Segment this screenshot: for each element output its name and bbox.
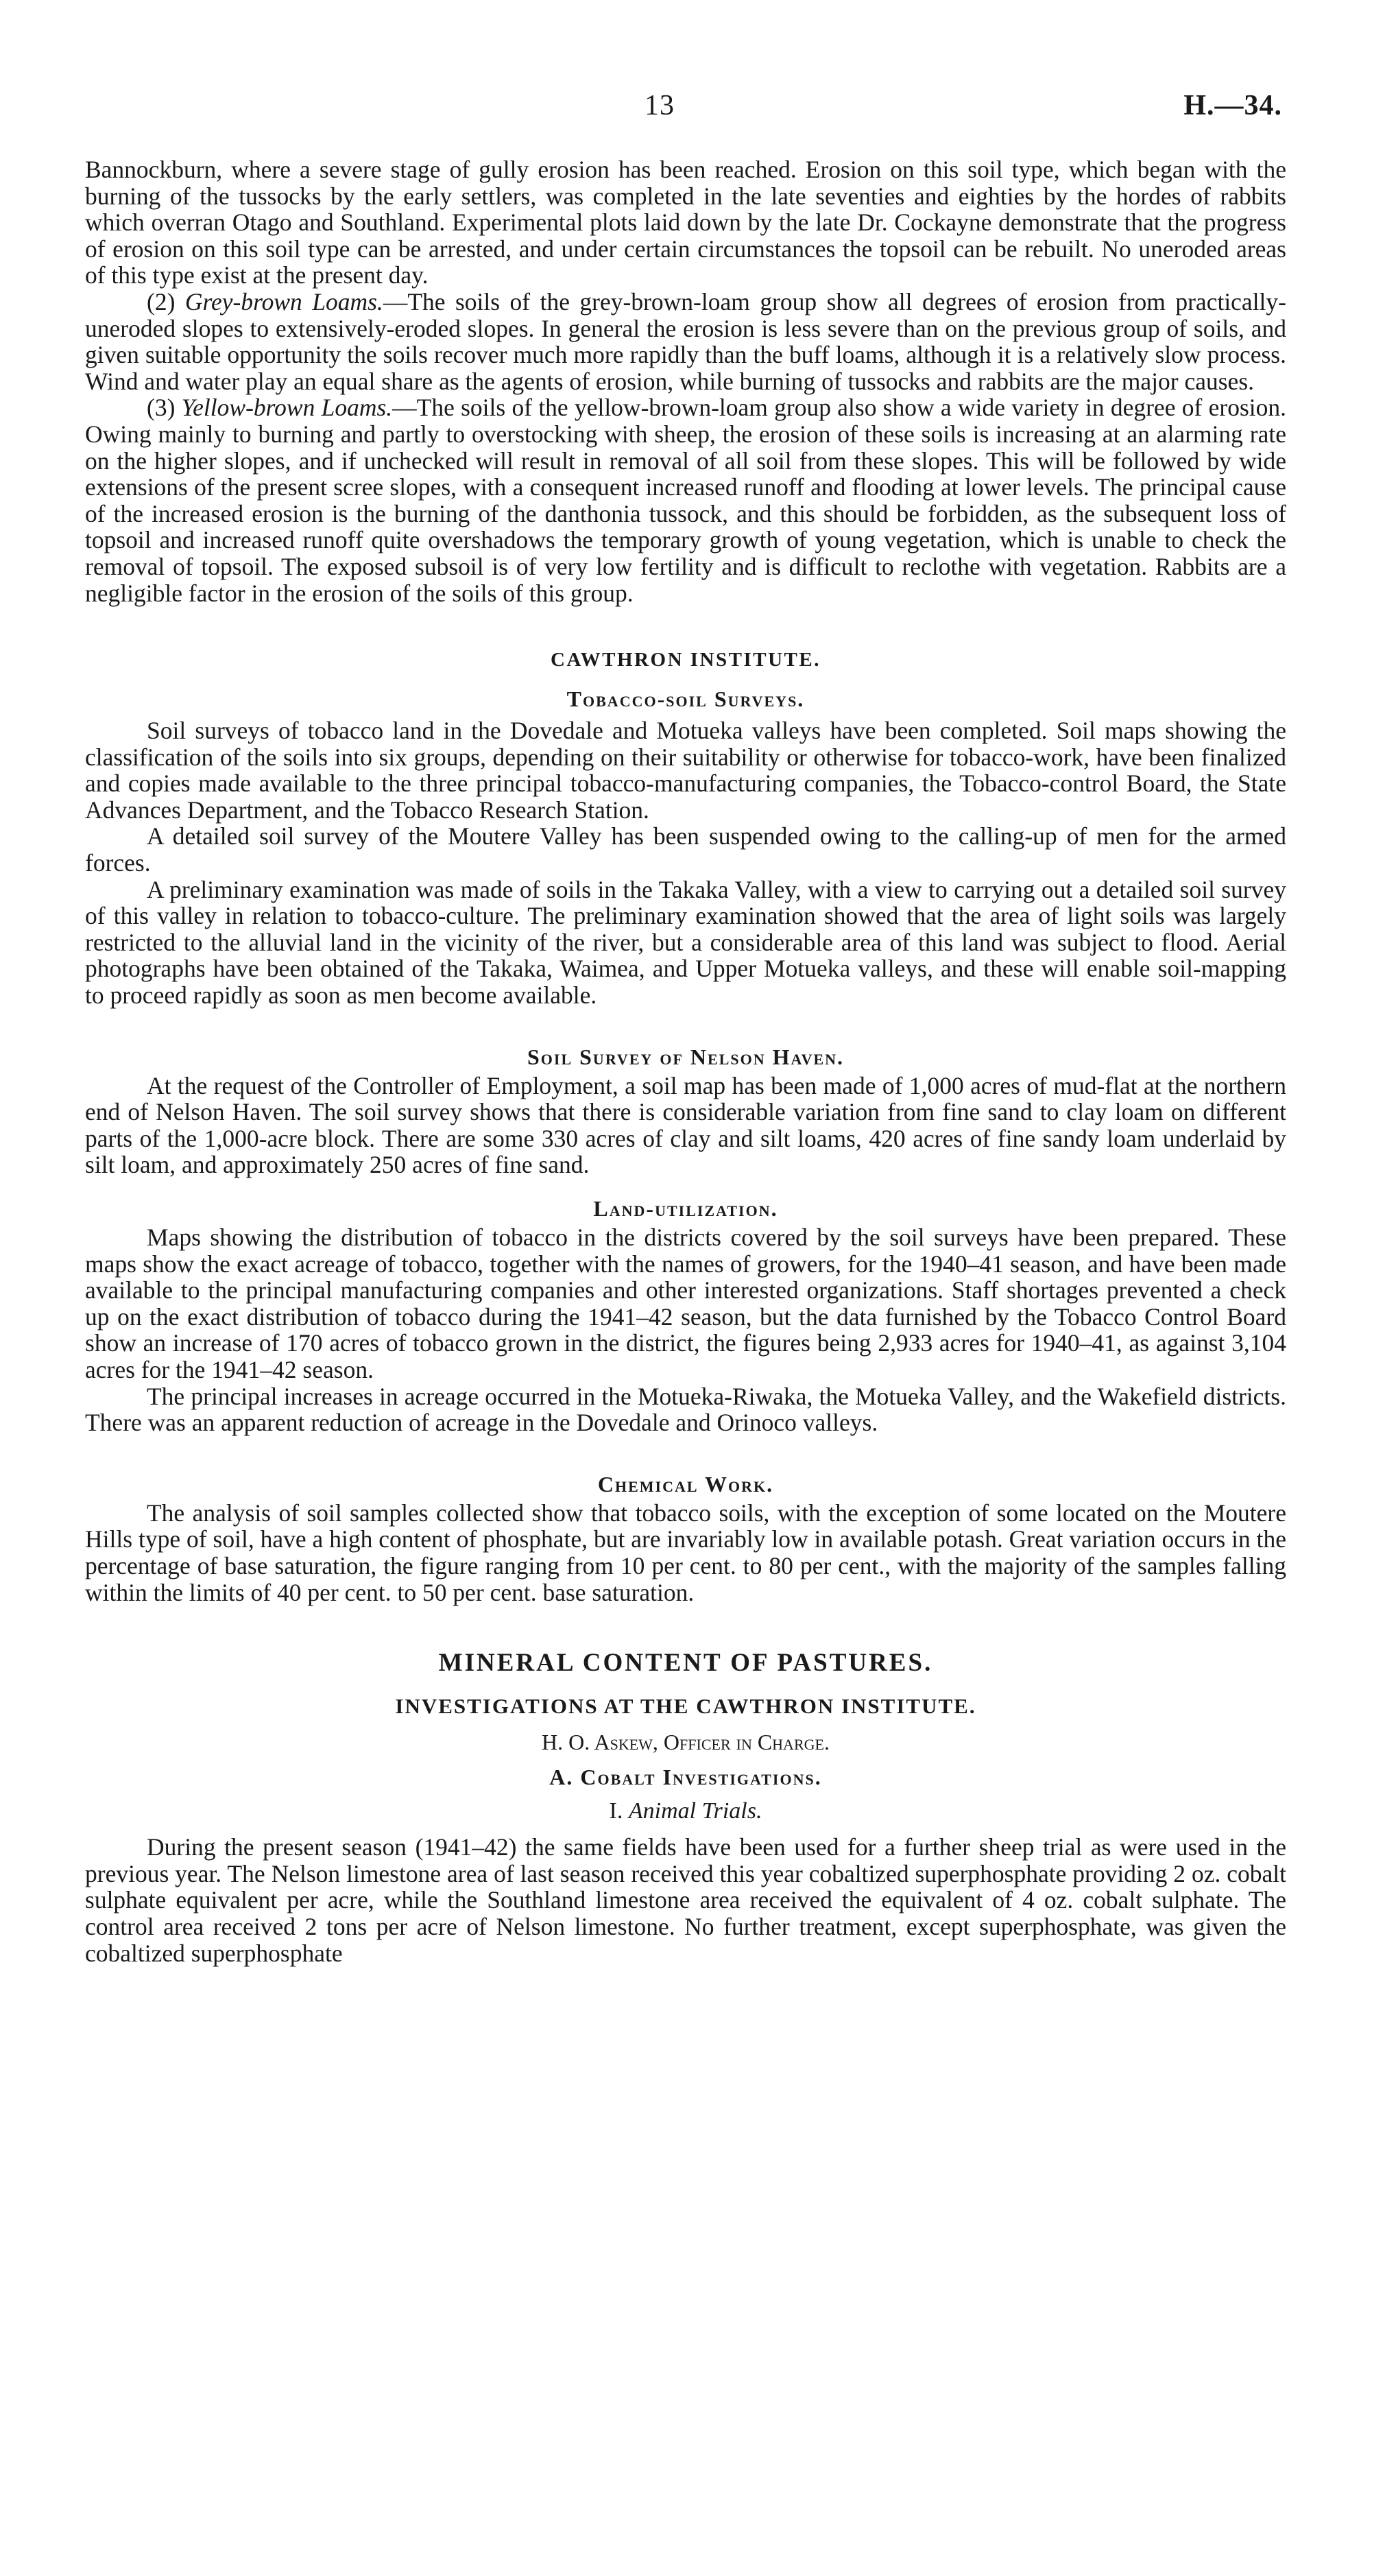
- land-utilization-heading: Land-utilization.: [593, 1196, 778, 1221]
- cobalt-investigations-heading: A. Cobalt Investigations.: [549, 1765, 822, 1790]
- section-text: —The soils of the grey-brown-loam group show all degrees of erosion from practically-uneroded slopes to extensively-eroded slopes. In general the erosion is less severe than on the previous group of soils, and given suitable opportunity the soils recover much more rapidly than the buff loams, although it is a relatively slow process. Wind and water play an equal share as the agents of erosion, while burning of tussocks and rabbits are the major causes.: [85, 287, 1286, 395]
- animal-trials-title: Animal Trials.: [628, 1798, 762, 1824]
- section-title: Grey-brown Loams.: [184, 287, 383, 315]
- land-utilization-paragraph: Maps showing the distribution of tobacco in the districts covered by the soil surveys have been prepared. These maps show the exact acreage of tobacco, together with the names of growers, for the 1940–41 season, and have been made available to the principal manufacturing companies and other interested organizations. Staff shortages prevented a check up on the exact distribution of tobacco during the 1941–42 season, but the data furnished by the Tobacco Control Board show an increase of 170 acres of tobacco grown in the district, the figures being 2,933 acres for 1940–41, as against 3,104 acres for the 1941–42 season.: [85, 1224, 1286, 1383]
- animal-trials-number: I.: [609, 1798, 629, 1824]
- animal-trials-heading: [85, 1798, 1286, 1824]
- yellow-brown-loams-paragraph: [85, 394, 1286, 606]
- chemical-work-heading: Chemical Work.: [597, 1471, 774, 1496]
- nelson-haven-heading: Soil Survey of Nelson Haven.: [527, 1044, 845, 1069]
- section-number: (3): [147, 394, 182, 422]
- page-content: [85, 156, 1286, 1966]
- tobacco-paragraph: A preliminary examination was made of soils in the Takaka Valley, with a view to carrying out a detailed soil survey of this valley in relation to tobacco-culture. The preliminary examination showed that the area of light soils was largely restricted to the alluvial land in the vicinity of the river, but a considerable area of this land was subject to flood. Aerial photographs have been obtained of the Takaka, Waimea, and Upper Motueka valleys, and these will enable soil-mapping to proceed rapidly as soon as men become available.: [85, 875, 1286, 1010]
- document-code: H.—34.: [1183, 90, 1282, 121]
- intro-paragraph: Bannockburn, where a severe stage of gully erosion has been reached. Erosion on this soil type, which began with the burning of the tussocks by the early settlers, was completed in the late seventies and eighties by the hordes of rabbits which overran Otago and Southland. Experimental plots laid down by the late Dr. Cockayne demonstrate that the progress of erosion on this soil type can be arrested, and under certain circumstances the topsoil can be rebuilt. No uneroded areas of this type exist at the present day.: [85, 156, 1286, 289]
- land-utilization-paragraph: The principal increases in acreage occurred in the Motueka-Riwaka, the Motueka Valley, and the Wakefield districts. There was an apparent reduction of acreage in the Dovedale and Orinoco valleys.: [85, 1382, 1286, 1437]
- section-title: Yellow-brown Loams.: [181, 394, 393, 422]
- chemical-work-paragraph: The analysis of soil samples collected show that tobacco soils, with the exception of some located on the Moutere Hills type of soil, have a high content of phosphate, but are invariably low in available potash. Great variation occurs in the percentage of base saturation, the figure ranging from 10 per cent. to 80 per cent., with the majority of the samples falling within the limits of 40 per cent. to 50 per cent. base saturation.: [85, 1499, 1286, 1606]
- mineral-content-heading: MINERAL CONTENT OF PASTURES.: [438, 1649, 933, 1678]
- tobacco-paragraph: Soil surveys of tobacco land in the Dovedale and Motueka valleys have been completed. Soil maps showing the classification of the soils into six groups, depending on their suitability or otherwise for tobacco-work, have been finalized and copies made available to the three principal tobacco-manufacturing companies, the Tobacco-control Board, the State Advances Department, and the Tobacco Research Station.: [85, 717, 1286, 824]
- cawthron-institute-heading: CAWTHRON INSTITUTE.: [551, 649, 821, 671]
- nelson-haven-paragraph: At the request of the Controller of Employment, a soil map has been made of 1,000 acres of mud-flat at the northern end of Nelson Haven. The soil survey shows that there is considerable variation from fine sand to clay loam on different parts of the 1,000-acre block. There are some 330 acres of clay and silt loams, 420 acres of fine sandy loam underlaid by silt loam, and approximately 250 acres of fine sand.: [85, 1071, 1286, 1179]
- officer-in-charge: H. O. Askew, Officer in Charge.: [542, 1730, 830, 1755]
- grey-brown-loams-paragraph: [85, 289, 1286, 394]
- tobacco-soil-surveys-heading: Tobacco-soil Surveys.: [566, 687, 805, 712]
- page-number: 13: [645, 90, 675, 121]
- animal-trials-paragraph: During the present season (1941–42) the same fields have been used for a further sheep trial as were used in the previous year. The Nelson limestone area of last season received this year cobaltized superphosphate providing 2 oz. cobalt sulphate equivalent per acre, while the Southland limestone area received the equivalent of 4 oz. cobalt sulphate. The control area received 2 tons per acre of Nelson limestone. No further treatment, except superphosphate, was given the cobaltized superphosphate: [85, 1833, 1286, 1967]
- section-number: (2): [147, 287, 185, 315]
- section-text: —The soils of the yellow-brown-loam group also show a wide variety in degree of erosion. Owing mainly to burning and partly to overstocking with sheep, the erosion of these soils is increasing at an alarming rate on the higher slopes, and if unchecked will result in removal of all soil from these slopes. This will be followed by wide extensions of the present scree slopes, with a consequent increased runoff and flooding at lower levels. The principal cause of the increased erosion is the burning of the danthonia tussock, and this should be forbidden, as the subsequent loss of topsoil and increased runoff quite overshadows the temporary growth of young vegetation, which is unable to check the removal of topsoil. The exposed subsoil is of very low fertility and is difficult to reclothe with vegetation. Rabbits are a negligible factor in the erosion of the soils of this group.: [85, 394, 1286, 607]
- tobacco-paragraph: A detailed soil survey of the Moutere Valley has been suspended owing to the calling-up of men for the armed forces.: [85, 822, 1286, 877]
- investigations-heading: INVESTIGATIONS AT THE CAWTHRON INSTITUTE.: [395, 1694, 976, 1719]
